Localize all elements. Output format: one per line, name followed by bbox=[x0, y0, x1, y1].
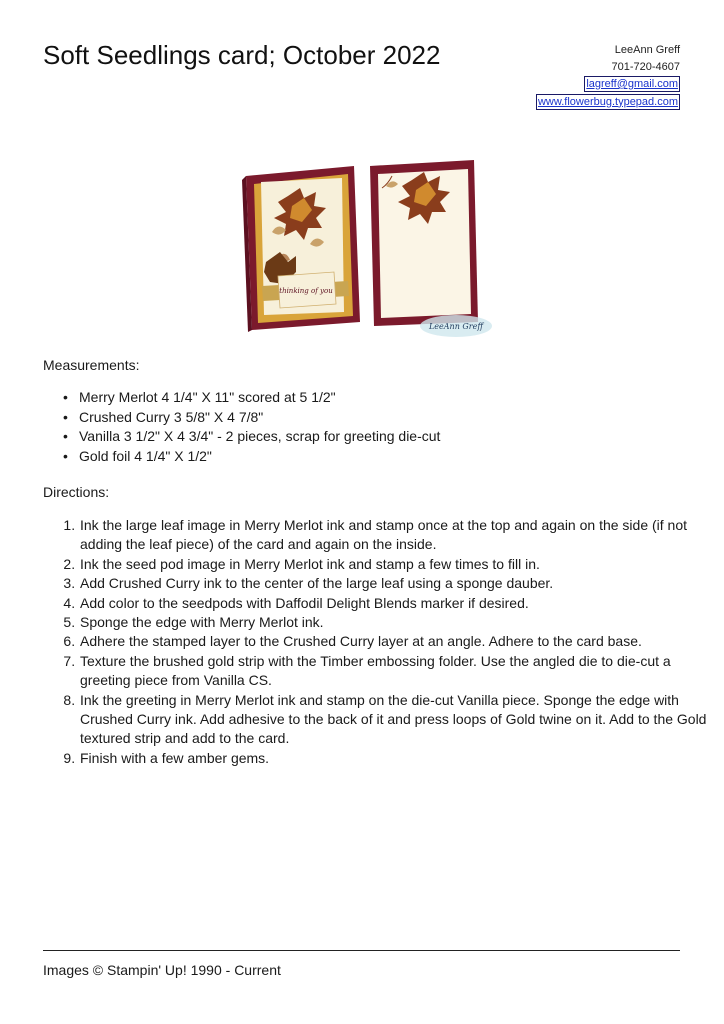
directions-list bbox=[43, 516, 719, 768]
direction-step: 3. Add Crushed Curry ink to the center of the large leaf using a sponge dauber. bbox=[79, 574, 719, 593]
email-link[interactable]: lagreff@gmail.com bbox=[586, 78, 678, 90]
right-card bbox=[370, 160, 478, 326]
phone-number: 701-720-4607 bbox=[611, 60, 680, 73]
direction-step: 1. Ink the large leaf image in Merry Merlot ink and stamp once at the top and again on the side (if not adding the leaf piece) of the card and again on the inside. bbox=[79, 516, 719, 555]
greeting-text: thinking of you bbox=[279, 287, 333, 295]
direction-step: 2. Ink the seed pod image in Merry Merlot ink and stamp a few times to fill in. bbox=[79, 555, 719, 574]
page-title: Soft Seedlings card; October 2022 bbox=[43, 40, 441, 70]
watermark-signature: LeeAnn Greff bbox=[428, 322, 484, 331]
directions-heading: Directions: bbox=[43, 484, 110, 500]
direction-step: 5. Sponge the edge with Merry Merlot ink. bbox=[79, 613, 719, 632]
measurements-heading: Measurements: bbox=[43, 357, 140, 373]
footer-divider bbox=[43, 950, 680, 951]
contact-block bbox=[536, 42, 680, 110]
author-name: LeeAnn Greff bbox=[614, 44, 680, 56]
list-item: • Vanilla 3 1/2" X 4 3/4" - 2 pieces, scrap for greeting die-cut bbox=[79, 427, 440, 447]
list-item: • Crushed Curry 3 5/8" X 4 7/8" bbox=[79, 408, 440, 428]
watermark-logo bbox=[420, 315, 492, 337]
list-item: • Gold foil 4 1/4" X 1/2" bbox=[79, 447, 440, 467]
direction-step: 6. Adhere the stamped layer to the Crushed Curry layer at an angle. Adhere to the card base. bbox=[79, 632, 719, 651]
measurements-list bbox=[43, 388, 440, 466]
list-item: • Merry Merlot 4 1/4" X 11" scored at 5 1/2" bbox=[79, 388, 440, 408]
direction-step: 8. Ink the greeting in Merry Merlot ink and stamp on the die-cut Vanilla piece. Sponge the edge with Crushed Curry ink. Add adhesive to the back of it and press loops of Gold twine on it. Add to the Gold textured strip and add to the card. bbox=[79, 691, 719, 749]
direction-step: 4. Add color to the seedpods with Daffodil Delight Blends marker if desired. bbox=[79, 594, 719, 613]
left-card bbox=[242, 166, 360, 332]
card-photo bbox=[226, 136, 501, 344]
copyright-footer: Images © Stampin' Up! 1990 - Current bbox=[43, 962, 281, 978]
website-link[interactable]: www.flowerbug.typepad.com bbox=[537, 95, 678, 108]
direction-step: 7. Texture the brushed gold strip with the Timber embossing folder. Use the angled die to die-cut a greeting piece from Vanilla CS. bbox=[79, 652, 719, 691]
direction-step: 9. Finish with a few amber gems. bbox=[79, 749, 719, 768]
